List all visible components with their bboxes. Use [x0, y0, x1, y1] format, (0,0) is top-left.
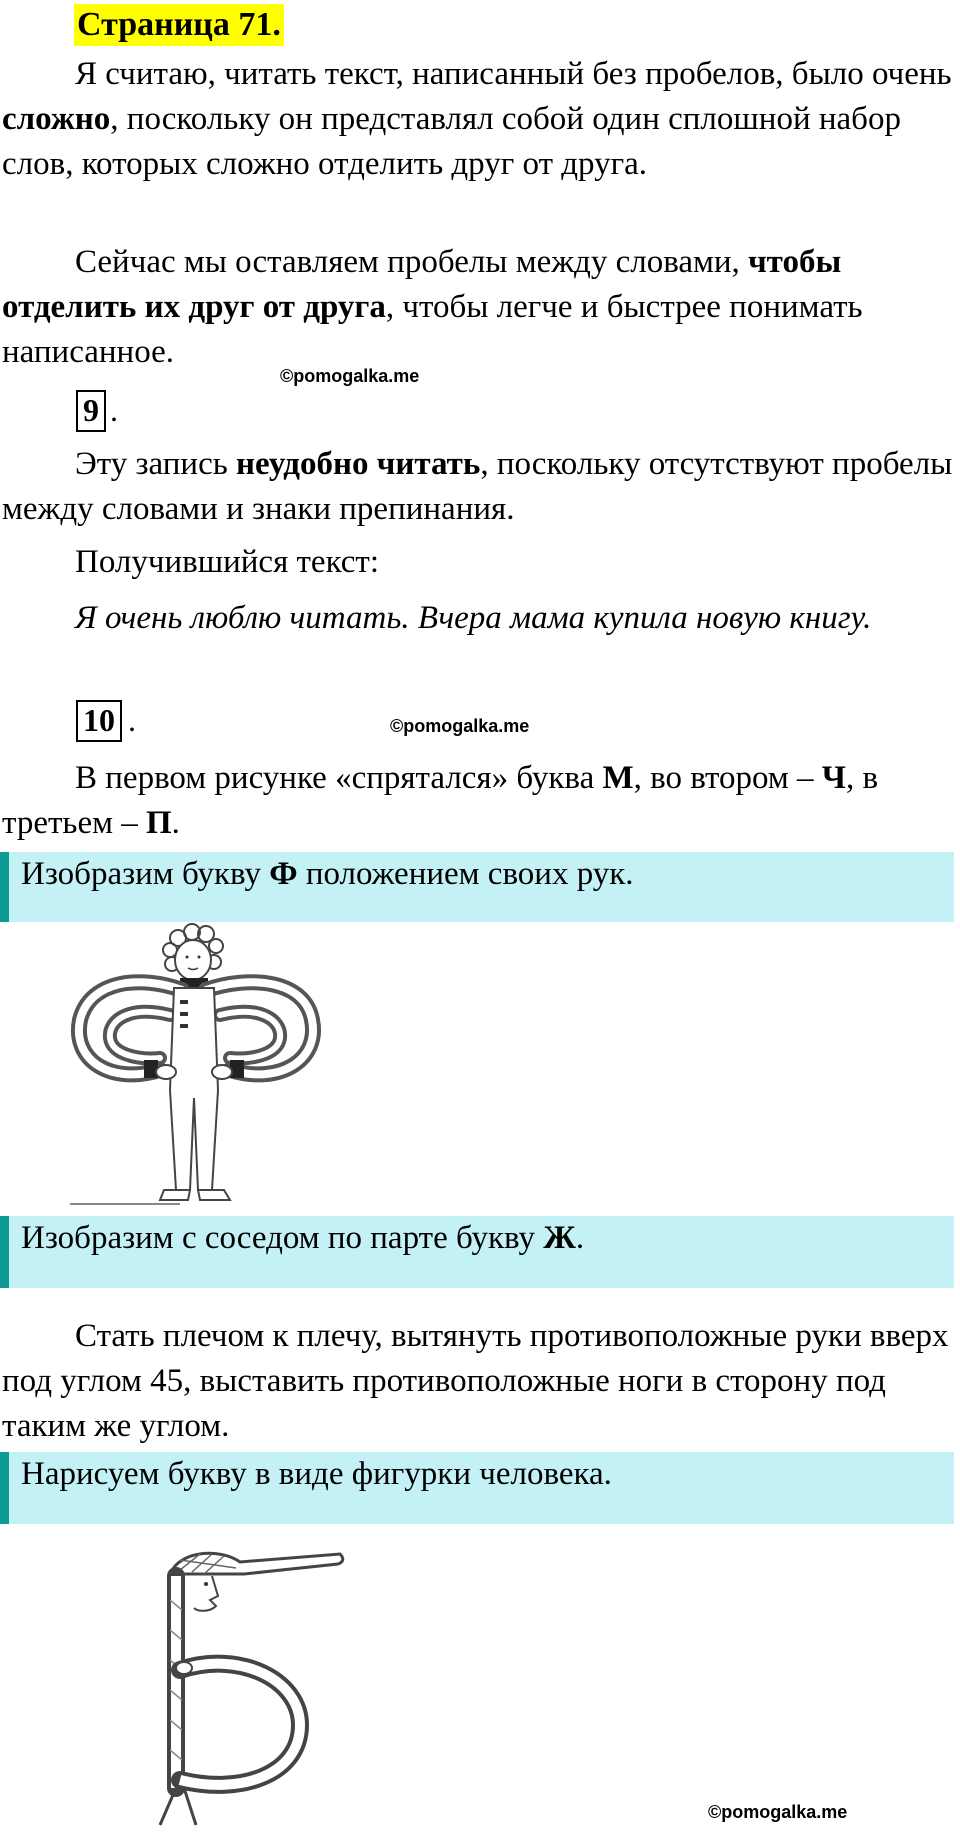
task-10-number	[76, 700, 122, 742]
task-10-letter-m: М	[602, 760, 634, 796]
task-10-text-a: В первом рисунке «спрятался» буква	[75, 760, 603, 796]
watermark: ©pomogalka.me	[280, 366, 420, 386]
paragraph-2-text-a: Сейчас мы оставляем пробелы между словами,	[75, 244, 749, 280]
task-10-letter-p: П	[145, 805, 172, 841]
paragraph-1-text-a: Я считаю, читать текст, написанный без пробелов, было очень	[75, 56, 952, 92]
page-title: Страница 71.	[74, 4, 284, 46]
paragraph-1-bold: сложно	[2, 101, 111, 137]
task-10-text-g: .	[171, 805, 180, 841]
task-box-2-letter: Ж	[543, 1220, 576, 1256]
task-10-letter-ch: Ч	[821, 760, 846, 796]
task-9-number	[76, 390, 106, 432]
watermark: ©pomogalka.me	[390, 716, 530, 736]
task-9-paragraph-2: Получившийся текст:	[75, 544, 380, 580]
task-box-2-text-a: Изобразим с соседом по парте букву	[21, 1220, 544, 1256]
task-box-letter-f	[0, 852, 954, 922]
task-9-text-c: , поскольку отсутствуют пробелы между словами и знаки препинания.	[2, 446, 953, 527]
task-9-bold: неудобно читать	[236, 446, 481, 482]
task-9-dot: .	[110, 392, 118, 428]
task-10-text-e: , в третьем –	[2, 760, 879, 841]
paragraph-2-bold: чтобы отделить их друг от друга	[2, 244, 842, 325]
task-box-1-letter: Ф	[269, 856, 298, 892]
task-box-3-text: Нарисуем букву в виде фигурки человека.	[21, 1456, 612, 1492]
task-9-result-text: Я очень люблю читать. Вчера мама купила новую книгу.	[75, 600, 872, 636]
task-9-paragraph-1	[2, 442, 956, 532]
paragraph-2-text-c: , чтобы легче и быстрее понимать написанное.	[2, 289, 863, 370]
stand-paragraph: Стать плечом к плечу, вытянуть противоположные руки вверх под углом 45, выставить противоположные ноги в сторону под таким же углом.	[2, 1318, 949, 1444]
task-9-text-a: Эту запись	[75, 446, 237, 482]
paragraph-1	[2, 52, 956, 187]
task-10-dot: .	[128, 702, 136, 738]
task-10-paragraph	[2, 756, 956, 846]
task-box-letter-zh	[0, 1216, 954, 1288]
paragraph-1-text-c: , поскольку он представлял собой один сплошной набор слов, которых сложно отделить друг от друга.	[2, 101, 901, 182]
person-letter-f-illustration	[70, 920, 380, 1205]
task-box-draw-letter	[0, 1452, 954, 1524]
paragraph-2	[2, 240, 956, 375]
task-box-1-text-c: положением своих рук.	[297, 856, 634, 892]
task-9-number-value: 9	[83, 392, 99, 428]
task-10-number-value: 10	[83, 702, 115, 738]
watermark: ©pomogalka.me	[708, 1802, 848, 1822]
person-letter-b-illustration	[140, 1540, 380, 1830]
task-10-text-c: , во втором –	[633, 760, 822, 796]
task-box-1-text-a: Изобразим букву	[21, 856, 270, 892]
task-box-2-text-c: .	[575, 1220, 585, 1256]
